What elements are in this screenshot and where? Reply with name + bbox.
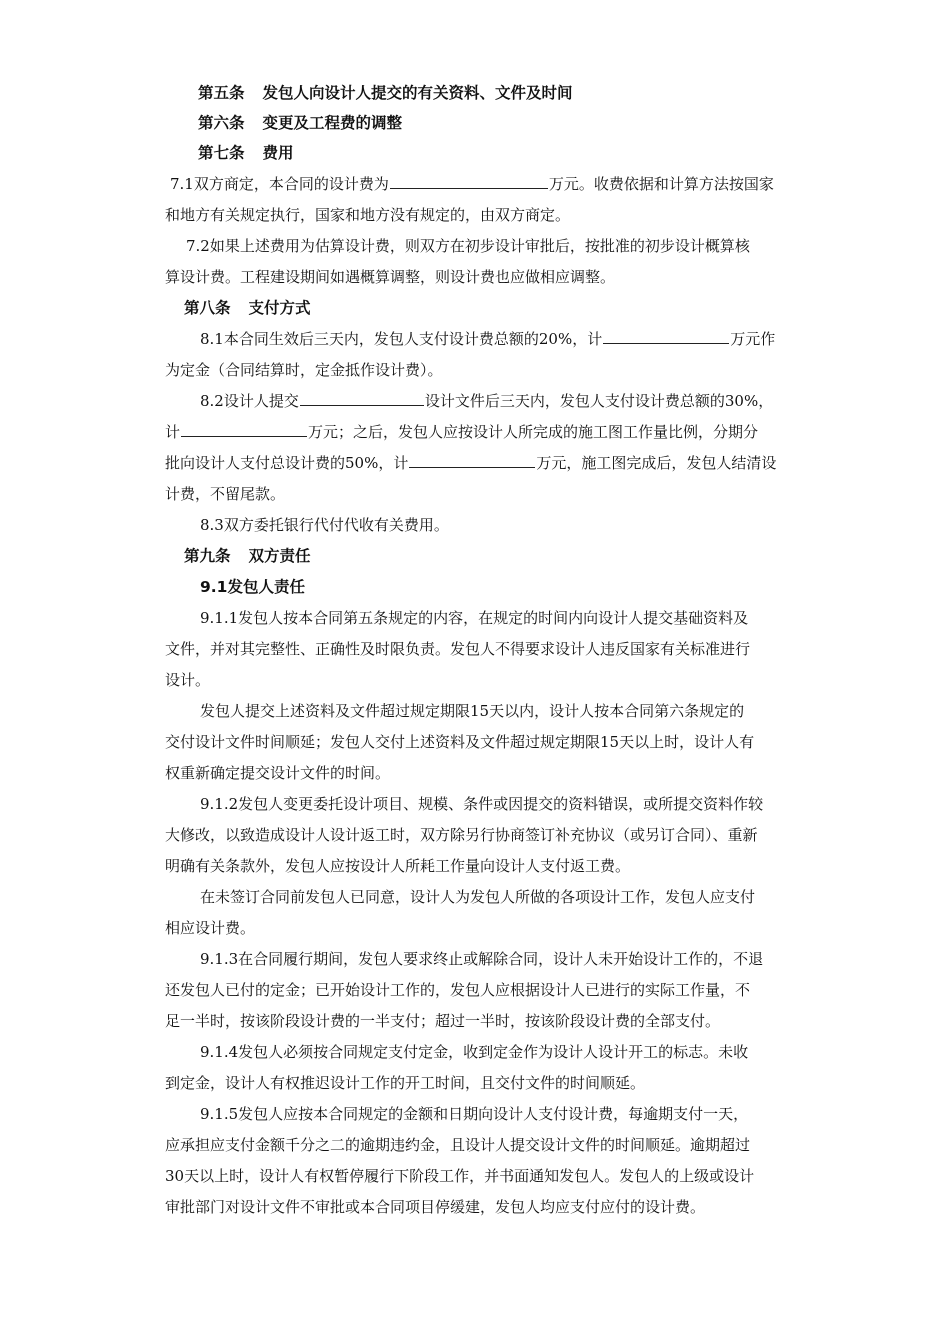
heading-article-9 (184, 546, 311, 566)
heading-article-7 (198, 143, 294, 163)
paragraph-9-1-3-line: 足一半时，按该阶段设计费的一半支付；超过一半时，按该阶段设计费的全部支付。 (165, 1012, 721, 1030)
article-title: 变更及工程费的调整 (262, 114, 403, 132)
paragraph-9-1-1-line: 交付设计文件时间顺延；发包人交付上述资料及文件超过规定期限15天以上时，设计人有 (165, 733, 755, 751)
paragraph-8-2-line: 计费，不留尾款。 (165, 485, 286, 503)
paragraph-9-1-2-line: 在未签订合同前发包人已同意，设计人为发包人所做的各项设计工作，发包人应支付 (200, 888, 756, 906)
article-number: 第八条 (184, 299, 231, 317)
paragraph-9-1-1-line: 9.1.1发包人按本合同第五条规定的内容，在规定的时间内向设计人提交基础资料及 (200, 609, 749, 627)
paragraph-7-2-line: 算设计费。工程建设期间如遇概算调整，则设计费也应做相应调整。 (165, 268, 616, 286)
fill-in-blank (409, 453, 535, 468)
paragraph-9-1-1-line: 权重新确定提交设计文件的时间。 (165, 764, 391, 782)
paragraph-9-1-4-line: 9.1.4发包人必须按合同规定支付定金，收到定金作为设计人设计开工的标志。未收 (200, 1043, 749, 1061)
article-number: 第九条 (184, 547, 231, 565)
paragraph-8-2-line: 计 万元；之后，发包人应按设计人所完成的施工图工作量比例，分期分 (165, 423, 759, 441)
heading-article-5 (198, 83, 573, 103)
paragraph-9-1-4-line: 到定金，设计人有权推迟设计工作的开工时间，且交付文件的时间顺延。 (165, 1074, 646, 1092)
paragraph-9-1-2-line: 明确有关条款外，发包人应按设计人所耗工作量向设计人支付返工费。 (165, 857, 631, 875)
paragraph-9-1-5-line: 应承担应支付金额千分之二的逾期违约金，且设计人提交设计文件的时间顺延。逾期超过 (165, 1136, 751, 1154)
paragraph-9-1-2-line: 9.1.2发包人变更委托设计项目、规模、条件或因提交的资料错误，或所提交资料作较 (200, 795, 764, 813)
heading-article-8 (184, 298, 311, 318)
fill-in-blank (603, 329, 729, 344)
paragraph-9-1-5-line: 30天以上时，设计人有权暂停履行下阶段工作，并书面通知发包人。发包人的上级或设计 (165, 1167, 755, 1185)
paragraph-9-1-5-line: 9.1.5发包人应按本合同规定的金额和日期向设计人支付设计费，每逾期支付一天， (200, 1105, 749, 1123)
paragraph-7-1-line: 7.1双方商定，本合同的设计费为 万元。收费依据和计算方法按国家 (170, 175, 774, 193)
paragraph-7-1-line: 和地方有关规定执行，国家和地方没有规定的，由双方商定。 (165, 206, 571, 224)
paragraph-8-1-line: 8.1本合同生效后三天内，发包人支付设计费总额的20%，计 万元作 (200, 330, 776, 348)
paragraph-9-1-1-line: 文件，并对其完整性、正确性及时限负责。发包人不得要求设计人违反国家有关标准进行 (165, 640, 751, 658)
fill-in-blank (390, 174, 548, 189)
paragraph-9-1-1-line: 发包人提交上述资料及文件超过规定期限15天以内，设计人按本合同第六条规定的 (200, 702, 745, 720)
article-number: 第六条 (198, 114, 245, 132)
paragraph-7-2-line: 7.2如果上述费用为估算设计费，则双方在初步设计审批后，按批准的初步设计概算核 (186, 237, 750, 255)
article-title: 费用 (262, 144, 294, 162)
paragraph-9-1-1-line: 设计。 (165, 671, 211, 689)
paragraph-8-2-line: 批向设计人支付总设计费的50%，计 万元，施工图完成后，发包人结清设 (165, 454, 777, 472)
article-number: 第五条 (198, 84, 245, 102)
paragraph-9-1-2-line: 相应设计费。 (165, 919, 256, 937)
fill-in-blank (300, 391, 424, 406)
paragraph-9-1-3-line: 9.1.3在合同履行期间，发包人要求终止或解除合同，设计人未开始设计工作的，不退 (200, 950, 764, 968)
paragraph-9-1-3-line: 还发包人已付的定金；已开始设计工作的，发包人应根据设计人已进行的实际工作量，不 (165, 981, 751, 999)
paragraph-8-3: 8.3双方委托银行代付代收有关费用。 (200, 516, 449, 534)
fill-in-blank (181, 422, 307, 437)
article-title: 支付方式 (248, 299, 311, 317)
heading-article-6 (198, 113, 402, 133)
paragraph-9-1-5-line: 审批部门对设计文件不审批或本合同项目停缓建，发包人均应支付应付的设计费。 (165, 1198, 706, 1216)
heading-section-9-1: 9.1发包人责任 (200, 578, 305, 596)
article-title: 双方责任 (248, 547, 311, 565)
paragraph-8-2-line: 8.2设计人提交 设计文件后三天内，发包人支付设计费总额的30%， (200, 392, 774, 410)
article-number: 第七条 (198, 144, 245, 162)
paragraph-9-1-2-line: 大修改，以致造成设计人设计返工时，双方除另行协商签订补充协议（或另订合同）、重新 (165, 826, 758, 844)
paragraph-8-1-line: 为定金（合同结算时，定金抵作设计费）。 (165, 361, 443, 379)
article-title: 发包人向设计人提交的有关资料、文件及时间 (262, 84, 573, 102)
